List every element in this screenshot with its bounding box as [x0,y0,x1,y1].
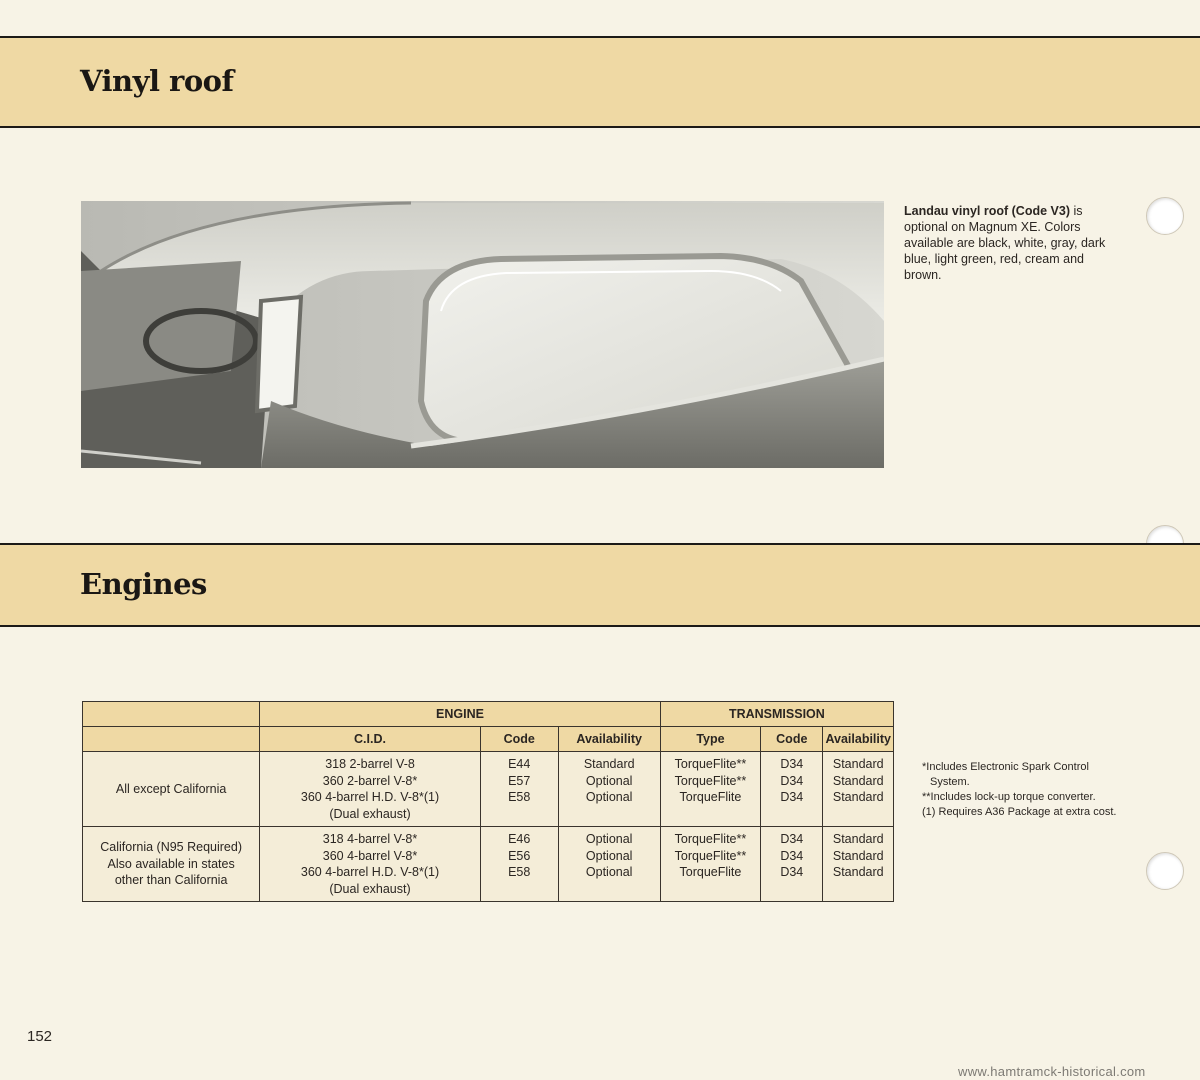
footnote: (1) Requires A36 Package at extra cost. [922,806,1117,818]
type-line: TorqueFlite** [674,832,747,846]
transmission-type-header: Type [660,727,760,752]
tcode-line: D34 [780,832,804,846]
table-column-header-row [83,727,894,752]
transmission-type-cell [660,752,760,827]
transmission-code-cell [761,827,823,902]
tcode-line: D34 [780,790,804,804]
transmission-availability-cell [823,827,894,902]
vinyl-roof-title: Vinyl roof [80,64,234,98]
binder-hole-bottom [1146,852,1184,890]
availability-line: Optional [585,832,633,846]
cid-line: 318 4-barrel V-8* [322,832,418,846]
tcode-line: D34 [780,848,804,863]
type-line: TorqueFlite [679,790,742,804]
engine-group-header: ENGINE [260,702,661,727]
table-row [83,827,894,902]
page-number: 152 [27,1028,53,1045]
region-cell: California (N95 Required) Also available in states other than California [83,827,260,902]
footnote: *Includes Electronic Spark Control System. [922,761,1089,788]
cid-line: (Dual exhaust) [329,806,411,821]
type-line: TorqueFlite** [674,773,747,788]
availability-line: Optional [585,773,633,788]
source-watermark: www.hamtramck-historical.com [958,1064,1146,1079]
tavail-line: Standard [832,865,884,879]
engine-table [82,701,894,902]
cid-line: 360 2-barrel V-8* [322,773,418,788]
availability-line: Optional [585,848,633,863]
engine-code-cell [480,827,558,902]
type-line: TorqueFlite [679,865,742,879]
vinyl-roof-caption [904,203,1114,283]
cid-header: C.I.D. [260,727,480,752]
table-row [83,752,894,827]
engine-availability-cell [558,827,660,902]
engine-code-header: Code [480,727,558,752]
cid-line: 360 4-barrel H.D. V-8*(1) [300,790,440,804]
region-cell: All except California [83,752,260,827]
tcode-line: D34 [780,757,804,771]
table-group-header-row [83,702,894,727]
vinyl-roof-caption-body: is optional on Magnum XE. Colors available are black, white, gray, dark blue, light green, red, cream and brown. [904,204,1106,282]
tavail-line: Standard [832,848,884,863]
vinyl-roof-header-band [0,36,1200,128]
engine-code-line: E58 [508,865,531,879]
engines-header-band [0,543,1200,627]
binder-hole-top [1146,197,1184,235]
tavail-line: Standard [832,790,884,804]
tavail-line: Standard [832,832,884,846]
cid-cell [260,827,480,902]
type-line: TorqueFlite** [674,848,747,863]
engine-code-line: E58 [508,790,531,804]
vinyl-roof-photo [81,201,884,468]
engine-code-line: E56 [508,848,531,863]
engine-availability-header: Availability [558,727,660,752]
engine-footnotes [922,760,1122,820]
cid-line: 360 4-barrel H.D. V-8*(1) [300,865,440,879]
tavail-line: Standard [832,773,884,788]
transmission-availability-cell [823,752,894,827]
availability-line: Optional [585,790,633,804]
transmission-availability-header: Availability [823,727,894,752]
transmission-type-cell [660,827,760,902]
type-line: TorqueFlite** [674,757,747,771]
engine-code-cell [480,752,558,827]
engine-availability-cell [558,752,660,827]
cid-line: (Dual exhaust) [329,881,411,896]
availability-line: Standard [583,757,635,771]
engine-code-line: E57 [508,773,531,788]
availability-line: Optional [585,865,633,879]
cid-cell [260,752,480,827]
engines-title: Engines [80,567,207,601]
tcode-line: D34 [780,865,804,879]
footnote: **Includes lock-up torque converter. [922,791,1096,803]
transmission-code-cell [761,752,823,827]
engine-code-line: E46 [508,832,531,846]
car-roof-illustration [81,201,884,468]
cid-line: 318 2-barrel V-8 [325,757,415,771]
transmission-group-header: TRANSMISSION [660,702,893,727]
vinyl-roof-caption-lead: Landau vinyl roof (Code V3) [904,204,1070,218]
tcode-line: D34 [780,773,804,788]
transmission-code-header: Code [761,727,823,752]
blank-subheader-cell [83,727,260,752]
blank-header-cell [83,702,260,727]
engine-code-line: E44 [508,757,531,771]
tavail-line: Standard [832,757,884,771]
cid-line: 360 4-barrel V-8* [322,848,418,863]
